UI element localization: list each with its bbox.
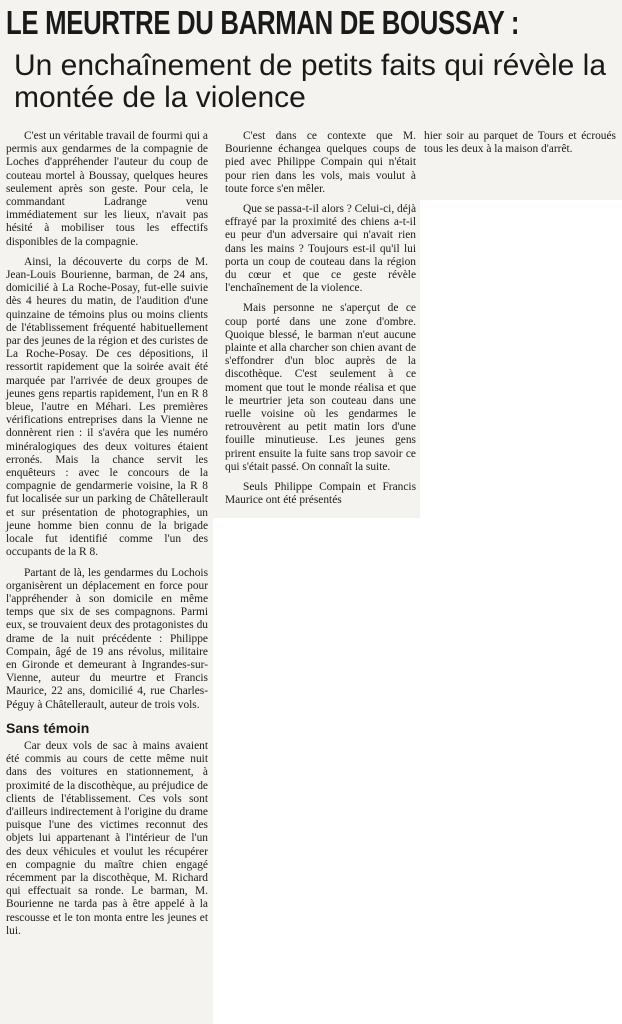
column-2-paragraph-1: C'est dans ce contexte que M. Bourienne échangea quelques coups de pied avec Philippe Compain qui n'était pour rien dans les vols, mais voulut à toute force s'en mêler.: [225, 130, 416, 195]
section-subtitle: Sans témoin: [6, 719, 90, 736]
article-headline: LE MEURTRE DU BARMAN DE BOUSSAY :: [6, 4, 520, 41]
column-1-paragraph-2: Ainsi, la découverte du corps de M. Jean-Louis Bourienne, barman, de 24 ans, domicilié à La Roche-Posay, fut-elle suivie dès 4 heures du matin, de l'audition d'une quinzaine de témoins plus ou moins clients de l'établissement fréquenté habituellement par des jeunes de la région et des curistes de La Roche-Posay. De ces dépositions, il ressortit rapidement que la soirée avait été marquée par l'arrivée de deux groupes de jeunes gens repartis rapidement, l'un en R 8 bleue, l'autre en Méhari. Les premières vérifications entreprises dans la Vienne ne donnèrent rien : il s'avéra que les numéro minéralogiques des deux voitures étaient erronés. Mais la chance servit les enquêteurs : avec le concours de la compagnie de gendarmerie voisine, la R 8 fut localisée sur un parking de Châtellerault et sur présentation de photographies, un jeune homme bien connu de la brigade locale fut identifié comme l'un des occupants de la R 8.: [6, 255, 208, 559]
column-1-paragraph-4: Car deux vols de sac à mains avaient été commis au cours de cette même nuit dans des voitures en stationnement, à proximité de la discothèque, au préjudice de clients de l'établissement. Ces vols sont d'ailleurs indirectement à l'origine du drame puisque l'une des victimes reconnut des objets lui appartenant à l'intérieur de l'un des deux véhicules et voulut les récupérer en compagnie du maître chien engagé récemment par la discothèque, M. Richard qui effectuait sa ronde. Le barman, M. Bourienne ne tarda pas à être appelé à la rescousse et le ton monta entre les jeunes et lui.: [6, 739, 208, 937]
column-1-paragraph-1: C'est un véritable travail de fourmi qui a permis aux gendarmes de la compagnie de Loches d'appréhender l'auteur du coup de couteau mortel à Boussay, quelques heures seulement après son geste. Pour cela, le commandant Ladrange venu immédiatement sur les lieux, n'avait pas hésité à mobiliser tous les effectifs disponibles de la compagnie.: [6, 130, 208, 248]
article-column-2: [225, 130, 416, 514]
article-column-3: [424, 130, 616, 163]
column-2-paragraph-2: Que se passa-t-il alors ? Celui-ci, déjà effrayé par la proximité des chiens a-t-il eu peur d'un adversaire qui n'avait rien dans les mains ? Toujours est-il qu'il lui porta un coup de couteau dans la région du cœur et que ce geste révèle l'enchaînement de la violence.: [225, 203, 417, 295]
article-column-1: [6, 130, 208, 945]
column-1-paragraph-3: Partant de là, les gendarmes du Lochois organisèrent un déplacement en force pour l'appréhender à son domicile en même temps que six de ses compagnons. Parmi eux, se trouvaient deux des protagonistes du drame de la nuit précédente : Philippe Compain, âgé de 19 ans révolus, militaire en Gironde et demeurant à Ingrandes-sur-Vienne, auteur du meurtre et Francis Maurice, 22 ans, domicilié 4, rue Charles-Péguy à Châtellerault, auteur de trois vols.: [6, 566, 208, 711]
column-3-paragraph-1: hier soir au parquet de Tours et écroués tous les deux à la maison d'arrêt.: [424, 130, 616, 156]
column-2-paragraph-3: Mais personne ne s'aperçut de ce coup porté dans une zone d'ombre. Quoique blessé, le barman n'eut aucune plainte et alla charcher son chien avant de s'effondrer d'un bloc auprès de la discothèque. C'est seulement à ce moment que tout le monde réalisa et que le meurtrier jeta son couteau dans une ruelle voisine où les gendarmes le retrouvèrent au petit matin lors d'une fouille minutieuse. Les jeunes gens prirent ensuite la fuite sans trop savoir ce qui s'était passé. On connaît la suite.: [225, 302, 416, 473]
column-2-paragraph-4: Seuls Philippe Compain et Francis Maurice ont été présentés: [225, 481, 416, 507]
article-subheadline: Un enchaînement de petits faits qui révèle la montée de la violence: [14, 49, 607, 114]
